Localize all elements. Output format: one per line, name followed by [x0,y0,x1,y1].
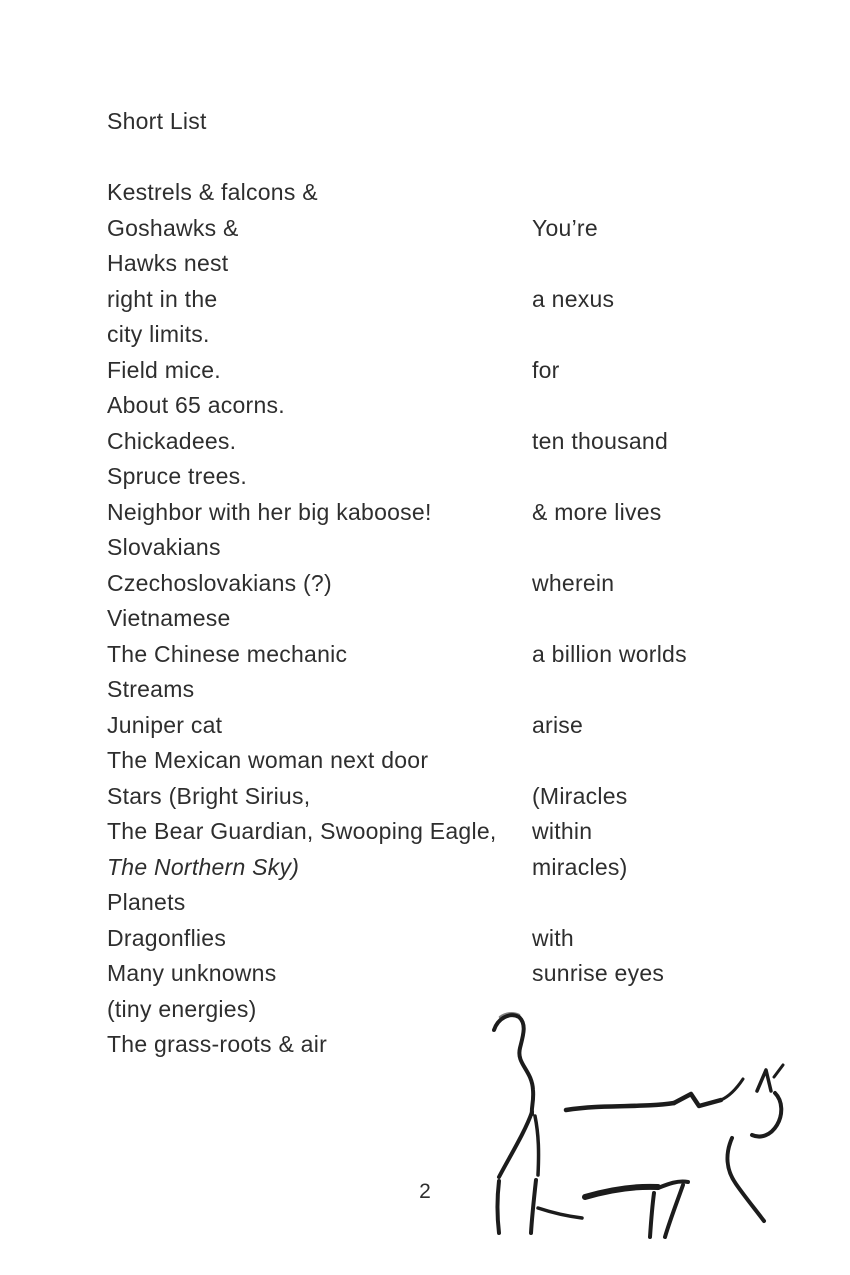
poem-line-right [532,317,807,353]
poem-line [107,566,807,602]
poem-line-right [532,175,807,211]
poem-title: Short List [107,108,207,134]
poem-line [107,708,807,744]
poem-line-left: Neighbor with her big kaboose! [107,498,432,525]
poem-line [107,246,807,282]
walking-cat-icon [486,1008,808,1243]
poem-line-right [532,743,807,779]
poem-line [107,175,807,211]
poem-line-right: & more lives [532,498,662,525]
poem-line-right: arise [532,711,584,738]
poem-line-right [532,459,807,495]
poem [107,104,807,1063]
poem-line-left: Many unknowns [107,960,277,986]
poem-line [107,282,807,318]
poem-line [107,743,807,779]
poem-line-right: ten thousand [532,427,669,454]
poem-line-left: Streams [107,676,195,702]
poem-line-right [532,672,807,708]
poem-line [107,672,807,708]
poem-line-right: a nexus [532,285,615,312]
poem-line [107,459,807,495]
poem-line-right: with [532,924,574,951]
poem-line-left: The Mexican woman next door [107,747,429,773]
poem-line-left: Juniper cat [107,711,223,738]
poem-line-left-italic: The Northern Sky) [107,853,300,880]
poem-line-left: The Bear Guardian, Swooping Eagle, [107,818,497,844]
poem-line [107,814,807,850]
poem-line-right: for [532,356,560,383]
poem-line-left: Field mice. [107,356,221,383]
poem-line-left: Dragonflies [107,924,227,951]
poem-line-left: Vietnamese [107,605,231,631]
poem-line [107,637,807,673]
poem-line-left: (tiny energies) [107,995,257,1022]
poem-line [107,850,807,886]
poem-line-left: Kestrels & falcons & [107,179,318,205]
page-number: 2 [419,1180,431,1203]
poem-line-left: Spruce trees. [107,463,248,489]
poem-line-left: Slovakians [107,534,221,560]
poem-line-right [532,601,807,637]
poem-line-right: You’re [532,214,598,241]
poem-line-right: (Miracles [532,782,628,809]
poem-line-right [532,388,807,424]
poem-line-left: city limits. [107,321,210,347]
poem-line-left: Hawks nest [107,250,229,276]
poem-line [107,353,807,389]
poem-line [107,530,807,566]
poem-line [107,211,807,247]
poem-line [107,956,807,992]
poem-line-left: The grass-roots & air [107,1031,327,1057]
poem-line [107,424,807,460]
poem-line [107,317,807,353]
poem-line [107,885,807,921]
poem-line-left: Chickadees. [107,427,237,454]
poem-line-left: About 65 acorns. [107,392,285,418]
poem-line-right [532,530,807,566]
poem-line [107,388,807,424]
poem-line-left: Planets [107,889,186,915]
poem-line-left: The Chinese mechanic [107,640,348,667]
poem-line-right: a billion worlds [532,640,687,667]
poem-line-left: Stars (Bright Sirius, [107,782,311,809]
poem-line-right [532,246,807,282]
poem-line-right: wherein [532,569,615,596]
poem-line-right [532,885,807,921]
poem-line-left: right in the [107,285,218,312]
poem-line-right: sunrise eyes [532,960,665,986]
poem-line-left: Czechoslovakians (?) [107,569,332,596]
poem-line [107,601,807,637]
poem-line [107,779,807,815]
poem-body [107,175,807,1063]
poem-line-left: Goshawks & [107,214,239,241]
poem-line-right: within [532,818,593,844]
poem-line-right: miracles) [532,853,628,880]
poem-line [107,921,807,957]
poem-line [107,495,807,531]
